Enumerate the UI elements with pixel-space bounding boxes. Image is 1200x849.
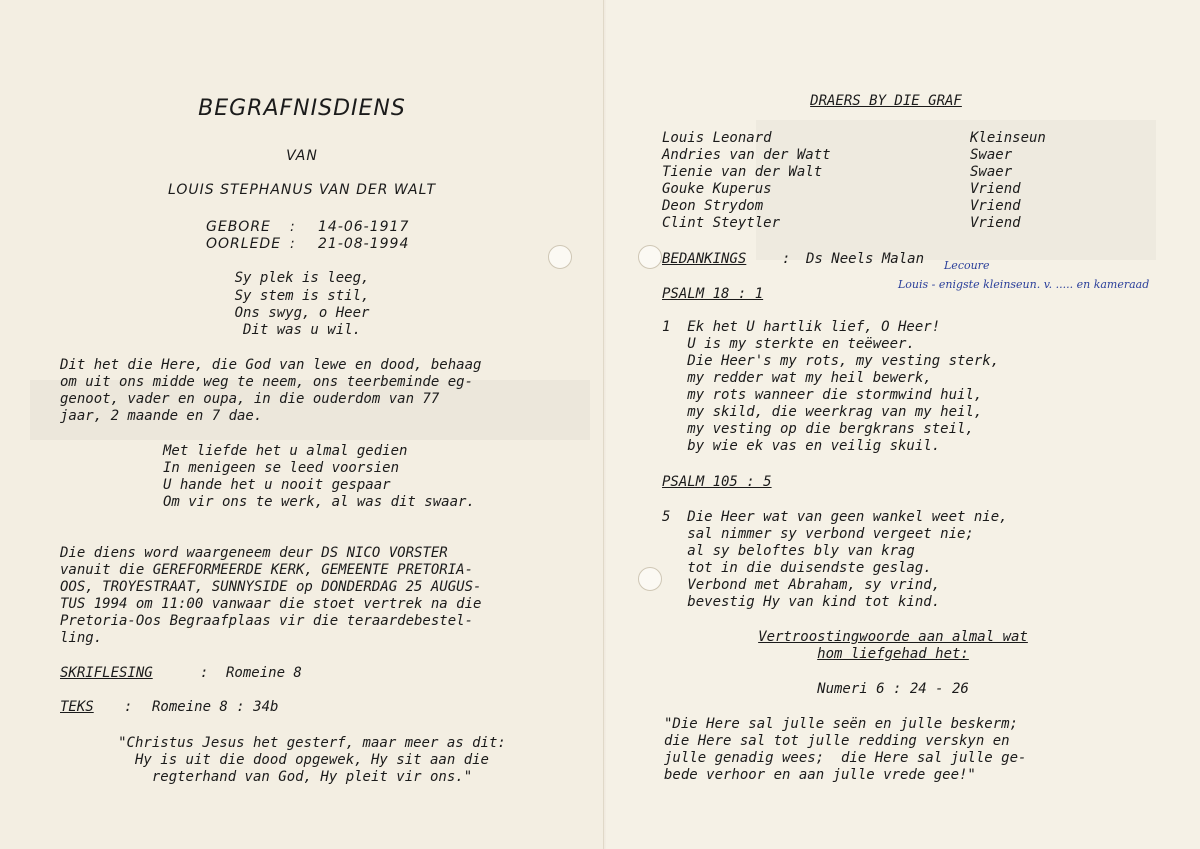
blessing-line: "Die Here sal julle seën en julle beskerm; (664, 716, 1019, 732)
deceased-name: LOUIS STEPHANUS VAN DER WALT (167, 182, 437, 198)
quote-line: "Christus Jesus het gesterf, maar meer as dit: (118, 735, 506, 751)
paragraph-line: om uit ons midde weg te neem, ons teerbeminde eg- (60, 374, 474, 390)
psalm18-heading: PSALM 18 : 1 (662, 286, 764, 302)
blessing-line: die Here sal tot julle redding verskyn en (664, 733, 1010, 749)
program-title: BEGRAFNISDIENS (198, 96, 406, 121)
psalm105-heading: PSALM 105 : 5 (662, 474, 772, 490)
bearer-name: Andries van der Watt (662, 147, 831, 163)
verse-line: 1 Ek het U hartlik lief, O Heer! (662, 319, 941, 335)
quote-line: Hy is uit die dood opgewek, Hy sit aan die (134, 752, 489, 768)
born-label: GEBORE (206, 219, 271, 235)
scripture-reading-separator: : (200, 665, 209, 681)
blessing-line: bede verhoor en aan julle vrede gee!" (664, 767, 976, 783)
verse-line: al sy beloftes bly van krag (662, 543, 915, 559)
right-page (606, 0, 1200, 849)
thanks-separator: : (782, 251, 791, 267)
died-date: 21-08-1994 (318, 236, 410, 252)
died-separator: : (290, 236, 296, 252)
comfort-heading-line: hom liefgehad het: (817, 646, 969, 662)
show-through-shadow (756, 120, 1156, 260)
bearer-relation: Vriend (970, 198, 1021, 214)
bearer-name: Deon Strydom (662, 198, 764, 214)
born-date: 14-06-1917 (318, 219, 410, 235)
numbers-reference: Numeri 6 : 24 - 26 (817, 681, 969, 697)
verse-line: Verbond met Abraham, sy vrind, (662, 577, 941, 593)
verse-line: sal nimmer sy verbond vergeet nie; (662, 526, 974, 542)
van-label: VAN (286, 148, 318, 164)
verse-line: Die Heer's my rots, my vesting sterk, (662, 353, 1000, 369)
bearer-name: Tienie van der Walt (662, 164, 823, 180)
verse-line: my redder wat my heil bewerk, (662, 370, 932, 386)
paragraph-line: jaar, 2 maande en 7 dae. (60, 408, 263, 424)
paragraph-line: TUS 1994 om 11:00 vanwaar die stoet vertrek na die (60, 596, 482, 612)
verse-line: 5 Die Heer wat van geen wankel weet nie, (662, 509, 1008, 525)
poem-line: U hande het u nooit gespaar (163, 477, 391, 493)
verse-line: my rots wanneer die stormwind huil, (662, 387, 983, 403)
poem-line: Sy stem is stil, (234, 288, 370, 304)
verse-line: bevestig Hy van kind tot kind. (662, 594, 941, 610)
paragraph-line: ling. (60, 630, 103, 646)
bearer-name: Clint Steytler (662, 215, 781, 231)
comfort-heading-line: Vertroostingwoorde aan almal wat (758, 629, 1028, 645)
paragraph-line: vanuit die GEREFORMEERDE KERK, GEMEENTE PRETORIA- (60, 562, 474, 578)
bearers-title: DRAERS BY DIE GRAF (810, 93, 962, 109)
sermon-text-label: TEKS (60, 699, 94, 715)
paragraph-line: genoot, vader en oupa, in die ouderdom van 77 (60, 391, 440, 407)
bearer-name: Louis Leonard (662, 130, 772, 146)
punch-hole (638, 245, 662, 269)
quote-line: regterhand van God, Hy pleit vir ons." (151, 769, 473, 785)
punch-hole (638, 567, 662, 591)
bearer-relation: Vriend (970, 215, 1021, 231)
bearer-relation: Vriend (970, 181, 1021, 197)
paragraph-line: Die diens word waargeneem deur DS NICO VORSTER (60, 545, 448, 561)
bearer-name: Gouke Kuperus (662, 181, 772, 197)
poem-line: Met liefde het u almal gedien (163, 443, 408, 459)
bearer-relation: Swaer (970, 164, 1013, 180)
thanks-value: Ds Neels Malan (806, 251, 925, 267)
blessing-line: julle genadig wees; die Here sal julle ge- (664, 750, 1027, 766)
poem-line: Om vir ons te werk, al was dit swaar. (163, 494, 475, 510)
handwritten-line: Louis - enigste kleinseun. v. ..... en kameraad (898, 278, 1150, 291)
sermon-text-separator: : (124, 699, 133, 715)
born-separator: : (290, 219, 296, 235)
verse-line: my vesting op die bergkrans steil, (662, 421, 974, 437)
handwritten-line: Lecoure (944, 259, 990, 272)
punch-hole (548, 245, 572, 269)
poem-line: Dit was u wil. (242, 322, 361, 338)
bearer-relation: Swaer (970, 147, 1013, 163)
bearer-relation: Kleinseun (970, 130, 1046, 146)
scripture-reading-label: SKRIFLESING (60, 665, 153, 681)
poem-line: In menigeen se leed voorsien (163, 460, 400, 476)
verse-line: my skild, die weerkrag van my heil, (662, 404, 983, 420)
paragraph-line: Pretoria-Oos Begraafplaas vir die teraardebestel- (60, 613, 474, 629)
thanks-label: BEDANKINGS (662, 251, 747, 267)
paragraph-line: Dit het die Here, die God van lewe en dood, behaag (60, 357, 482, 373)
verse-line: U is my sterkte en teëweer. (662, 336, 915, 352)
died-label: OORLEDE (206, 236, 282, 252)
paragraph-line: OOS, TROYESTRAAT, SUNNYSIDE op DONDERDAG 25 AUGUS- (60, 579, 482, 595)
poem-line: Sy plek is leeg, (234, 270, 370, 286)
verse-line: by wie ek vas en veilig skuil. (662, 438, 941, 454)
sermon-text-value: Romeine 8 : 34b (152, 699, 279, 715)
scripture-reading-value: Romeine 8 (226, 665, 302, 681)
poem-line: Ons swyg, o Heer (234, 305, 370, 321)
verse-line: tot in die duisendste geslag. (662, 560, 932, 576)
